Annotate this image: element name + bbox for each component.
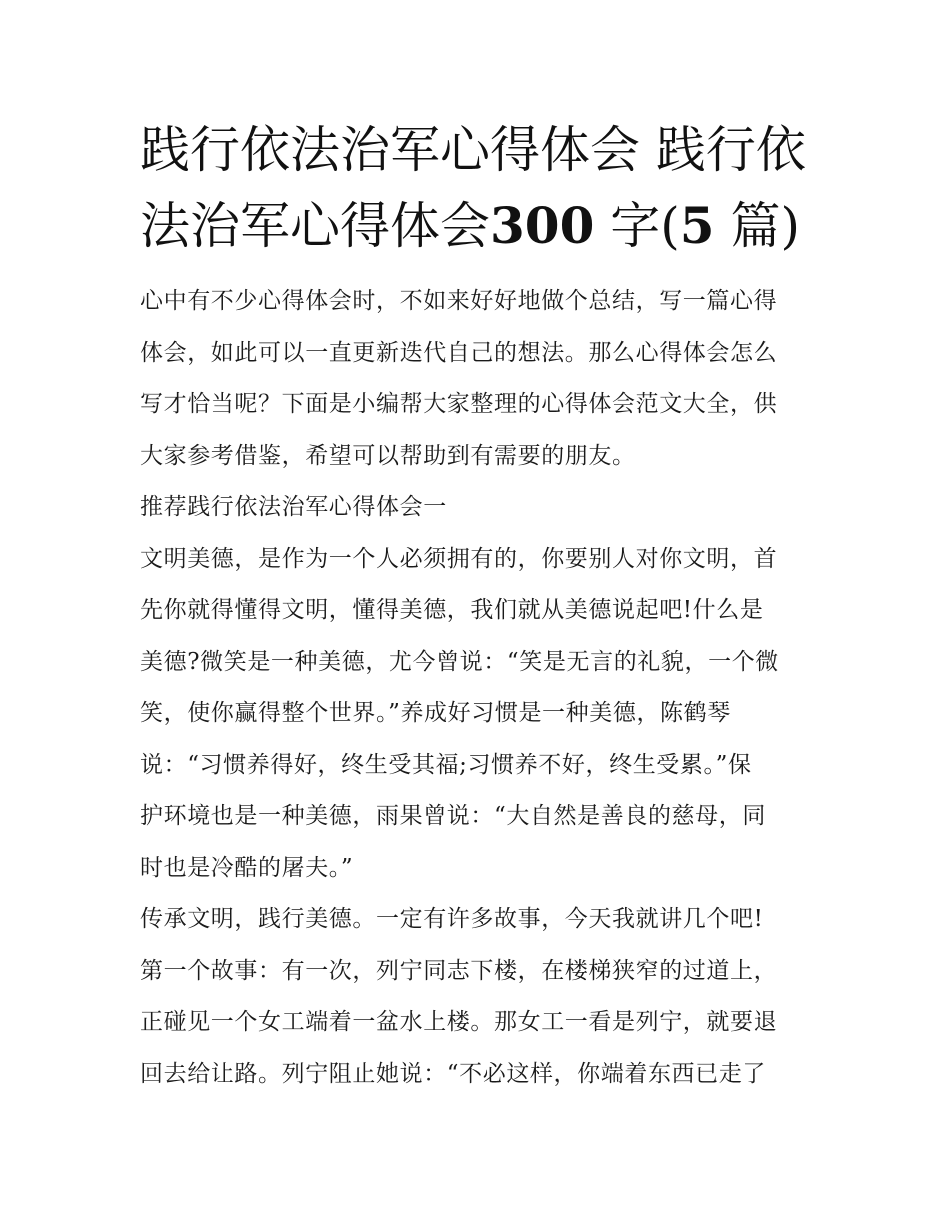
body-line: 正碰见一个女工端着一盆水上楼。那女工一看是列宁，就要退 [140, 1009, 778, 1035]
body-line: 说：“习惯养得好，终生受其福;习惯养不好，终生受累。”保 [140, 751, 752, 778]
title-word-count: 300 [490, 196, 595, 255]
body-line: 写才恰当呢？下面是小编帮大家整理的心得体会范文大全，供 [140, 391, 778, 417]
body-line: 护环境也是一种美德，雨果曾说：“大自然是善良的慈母，同 [140, 803, 766, 829]
body-line: 文明美德，是作为一个人必须拥有的，你要别人对你文明，首 [140, 545, 778, 572]
section-heading: 推荐践行依法治军心得体会一 [140, 494, 447, 520]
body-line: 笑，使你赢得整个世界。”养成好习惯是一种美德，陈鹤琴 [140, 700, 731, 726]
body-line: 时也是冷酷的屠夫。” [140, 854, 354, 881]
document-body [140, 276, 820, 1100]
body-line: 体会，如此可以一直更新迭代自己的想法。那么心得体会怎么 [140, 339, 778, 366]
title-article-count: 5 [679, 196, 715, 255]
body-line: 先你就得懂得文明，懂得美德，我们就从美德说起吧!什么是 [140, 597, 764, 623]
title-text-part1: 践行依法治军心得体会 践行依法治军心得体会 [140, 121, 806, 255]
body-line: 心中有不少心得体会时，不如来好好地做个总结，写一篇心得 [140, 288, 778, 314]
title-text-part2: 字( [594, 197, 680, 255]
body-line: 回去给让路。列宁阻止她说：“不必这样，你端着东西已走了 [140, 1060, 766, 1087]
body-line: 传承文明，践行美德。一定有许多故事，今天我就讲几个吧! [140, 906, 764, 932]
body-line: 美德?微笑是一种美德，尤今曾说：“笑是无言的礼貌，一个微 [140, 648, 779, 675]
document-title [140, 112, 820, 264]
title-text-part3: 篇) [714, 197, 800, 255]
body-line: 第一个故事：有一次，列宁同志下楼，在楼梯狭窄的过道上， [140, 957, 778, 984]
body-line: 大家参考借鉴，希望可以帮助到有需要的朋友。 [140, 442, 636, 469]
